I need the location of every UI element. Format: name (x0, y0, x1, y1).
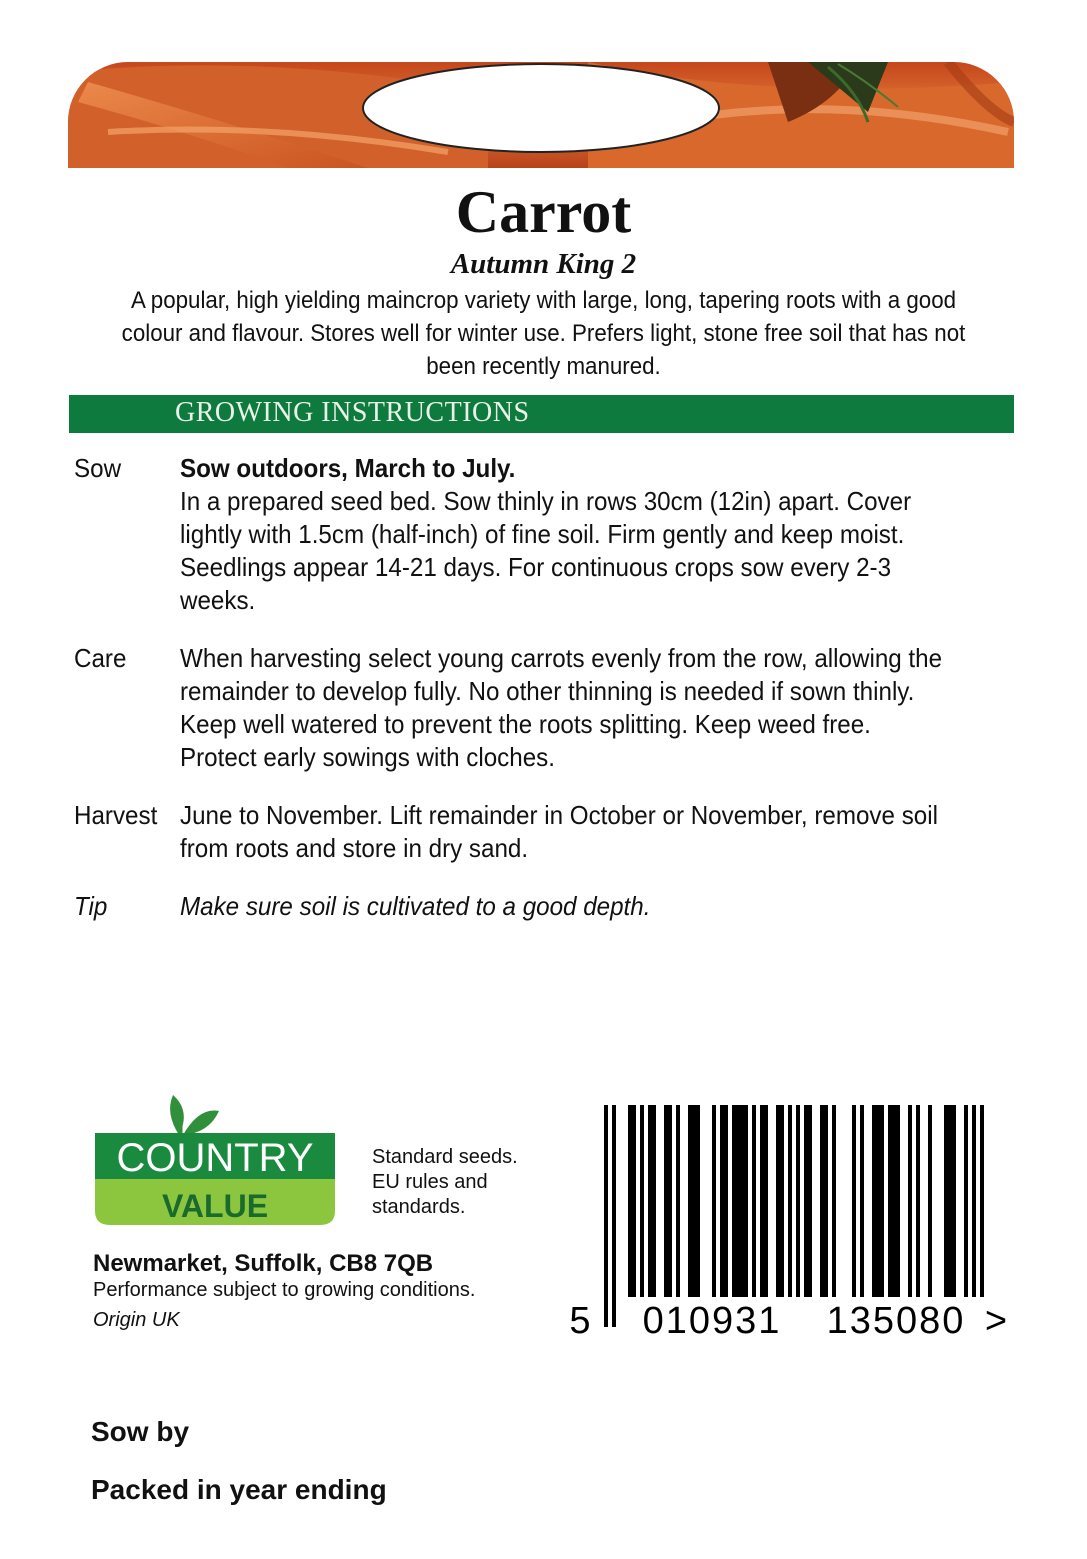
barcode-bar (724, 1105, 728, 1297)
barcode-bar (832, 1105, 836, 1297)
standard-seeds-note: Standard seeds. EU rules and standards. (372, 1146, 518, 1218)
barcode-bar (820, 1105, 824, 1297)
barcode-bar (896, 1105, 900, 1297)
sow-details: In a prepared seed bed. Sow thinly in rows 30cm (12in) apart. Cover lightly with 1.5cm (half-inch) of fine soil. Firm gently and keep moist. Seedlings appear 14-21 days. For continuous crops sow every 2-3 weeks. (180, 486, 912, 615)
barcode-right-digits: 135080 (826, 1300, 966, 1342)
barcode-left-digits: 010931 (642, 1300, 782, 1342)
address: Newmarket, Suffolk, CB8 7QB (93, 1250, 434, 1277)
barcode-bar (876, 1105, 880, 1297)
care-text: When harvesting select young carrots evenly from the row, allowing the remainder to develop fully. No other thinning is needed if sown thinly. Keep well watered to prevent the roots splitting. Keep weed free. Protect early sowings with cloches. (180, 643, 943, 772)
barcode-bar (980, 1105, 984, 1327)
logo-value: VALUE (161, 1188, 269, 1224)
barcode-bar (824, 1105, 828, 1297)
sow-by-label: Sow by (91, 1416, 190, 1447)
barcode-bar (908, 1105, 912, 1297)
barcode-bar (972, 1105, 976, 1327)
barcode-bar (752, 1105, 756, 1297)
barcode-bar (776, 1105, 780, 1297)
barcode-bar (612, 1105, 616, 1327)
variety-name: Autumn King 2 (450, 248, 637, 280)
barcode-bar (744, 1105, 748, 1297)
sow-label: Sow (74, 453, 122, 483)
barcode-bar (944, 1105, 948, 1297)
barcode-bar (808, 1105, 812, 1297)
barcode-bar (804, 1105, 808, 1297)
barcode-bar (736, 1105, 740, 1297)
barcode-bar (604, 1105, 608, 1327)
tip-label: Tip (74, 891, 108, 921)
performance-note: Performance subject to growing conditions. (93, 1279, 476, 1301)
barcode-bar (888, 1105, 892, 1297)
harvest-text: June to November. Lift remainder in October or November, remove soil from roots and store in dry sand. (180, 800, 938, 863)
barcode-bar (780, 1105, 784, 1297)
barcode-bar (696, 1105, 700, 1297)
barcode-bar (652, 1105, 656, 1297)
sow-text (180, 452, 952, 617)
barcode-bar (628, 1105, 632, 1297)
packed-label: Packed in year ending (91, 1474, 387, 1505)
section-title: GROWING INSTRUCTIONS (175, 397, 530, 428)
barcode-bar (632, 1105, 636, 1297)
carrot-photo-banner (68, 62, 1014, 168)
barcode-bar (688, 1105, 692, 1297)
barcode-bar (892, 1105, 896, 1297)
barcode-bar (948, 1105, 952, 1297)
barcode-bar (952, 1105, 956, 1297)
barcode-bar (648, 1105, 652, 1297)
growing-instructions-header (69, 395, 1014, 433)
origin: Origin UK (93, 1309, 180, 1331)
barcode-bar (664, 1105, 668, 1297)
barcode-bar (732, 1105, 736, 1297)
barcode-bar (692, 1105, 696, 1297)
carrot-image (68, 62, 1014, 168)
page-title: Carrot (455, 179, 632, 245)
barcode-end-mark: > (984, 1300, 1008, 1342)
harvest-label: Harvest (74, 800, 158, 830)
barcode-bar (860, 1105, 864, 1297)
barcode-bar (740, 1105, 744, 1297)
barcode-bar (796, 1105, 800, 1327)
barcode-bar (852, 1105, 856, 1297)
care-label: Care (74, 643, 127, 673)
barcode-bar (764, 1105, 768, 1297)
barcode-bar (872, 1105, 876, 1297)
barcode-bar (788, 1105, 792, 1327)
barcode-bar (676, 1105, 680, 1297)
barcode-bar (640, 1105, 644, 1297)
barcode-bar (880, 1105, 884, 1297)
barcode-lead-digit: 5 (569, 1300, 591, 1342)
barcode-bar (928, 1105, 932, 1297)
barcode-bar (916, 1105, 920, 1297)
barcode-bar (668, 1105, 672, 1297)
barcode-bar (964, 1105, 968, 1297)
leaf-icon-2 (183, 1111, 219, 1136)
country-value-logo (95, 1093, 335, 1228)
barcode (560, 1105, 1010, 1345)
barcode-bar (712, 1105, 716, 1297)
sow-headline: Sow outdoors, March to July. (180, 453, 516, 483)
tip-text: Make sure soil is cultivated to a good depth. (180, 891, 651, 921)
barcode-bar (720, 1105, 724, 1297)
barcode-bar (760, 1105, 764, 1297)
logo-country: COUNTRY (116, 1136, 314, 1180)
description: A popular, high yielding maincrop variety with large, long, tapering roots with a good colour and flavour. Stores well for winter use. Prefers light, stone free soil that has not been recently manured. (121, 287, 966, 380)
